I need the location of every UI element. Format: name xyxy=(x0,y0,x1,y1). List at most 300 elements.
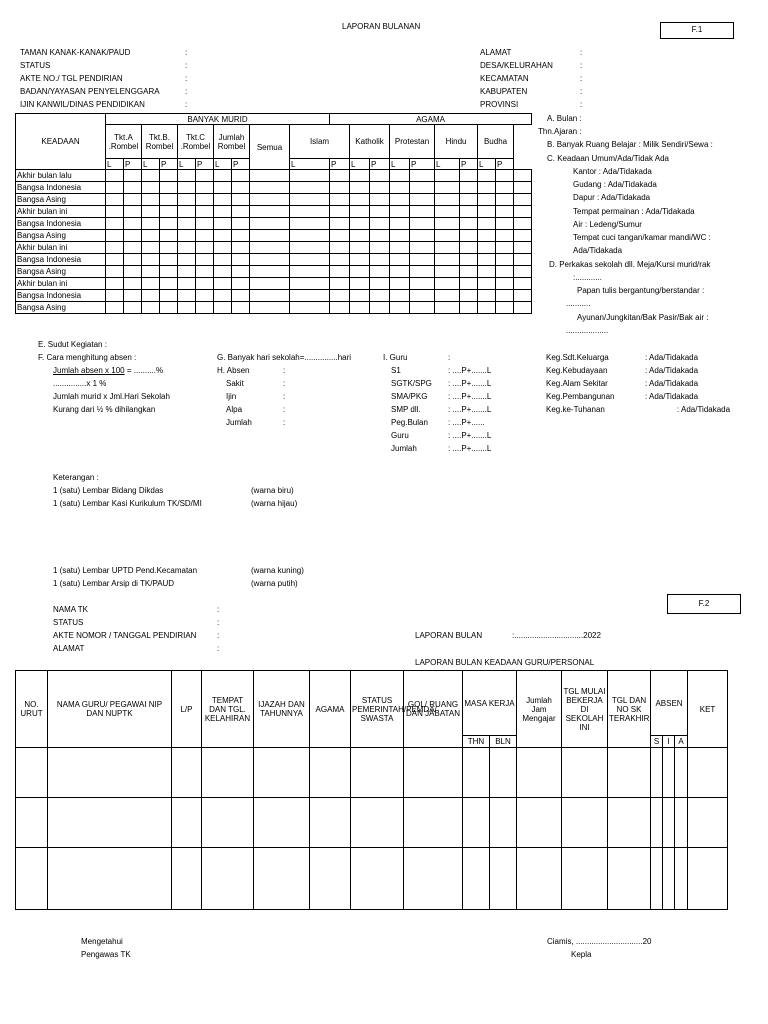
table-cell xyxy=(250,266,290,278)
col-murid-header: Tkt.A .Rombel xyxy=(106,125,142,159)
table-cell xyxy=(214,278,232,290)
table-cell xyxy=(370,182,390,194)
row-label: Akhir bulan ini xyxy=(16,242,106,254)
table-cell xyxy=(196,290,214,302)
kegiatan-value: : Ada/Tidakada xyxy=(645,353,699,362)
guru-item-label: Peg.Bulan xyxy=(391,418,428,427)
table-cell xyxy=(290,182,330,194)
table-cell xyxy=(390,266,410,278)
h-absen: H. Absen xyxy=(217,366,250,375)
table-cell xyxy=(196,278,214,290)
header-left-label: AKTE NO./ TGL PENDIRIAN xyxy=(20,74,123,83)
table-cell xyxy=(460,302,478,314)
table-cell xyxy=(370,218,390,230)
table-cell xyxy=(214,242,232,254)
table-cell xyxy=(410,242,435,254)
table-cell xyxy=(410,302,435,314)
table-cell xyxy=(410,278,435,290)
table-cell xyxy=(160,290,178,302)
f-formula-top: Jumlah absen x 100 xyxy=(53,366,125,375)
table-cell xyxy=(142,170,160,182)
table-cell xyxy=(250,290,290,302)
table-cell xyxy=(410,218,435,230)
table-cell xyxy=(214,182,232,194)
header-right-label: KECAMATAN xyxy=(480,74,529,83)
table-cell xyxy=(404,798,463,848)
table-cell xyxy=(124,206,142,218)
table-cell xyxy=(410,194,435,206)
f-heading: F. Cara menghitung absen : xyxy=(38,353,137,362)
table-cell xyxy=(460,290,478,302)
row-label: Akhir bulan ini xyxy=(16,206,106,218)
table-cell xyxy=(250,242,290,254)
table-cell xyxy=(330,218,350,230)
table-cell xyxy=(250,254,290,266)
table-row xyxy=(16,254,532,266)
table-cell xyxy=(106,194,124,206)
right-side-line: Kantor : Ada/Tidakada xyxy=(573,167,652,176)
table-cell xyxy=(460,278,478,290)
table-cell xyxy=(478,278,496,290)
table-cell xyxy=(142,194,160,206)
table-cell xyxy=(142,242,160,254)
table-cell xyxy=(390,230,410,242)
table-cell xyxy=(350,290,370,302)
table-cell xyxy=(214,206,232,218)
table-cell xyxy=(160,266,178,278)
table-cell xyxy=(514,254,532,266)
table-cell xyxy=(310,748,351,798)
header-left-colon: : xyxy=(185,74,188,83)
col-agama-header: Budha xyxy=(478,125,514,159)
table-cell xyxy=(330,302,350,314)
table-cell xyxy=(214,194,232,206)
table-cell xyxy=(330,194,350,206)
table-cell xyxy=(350,278,370,290)
table-cell xyxy=(490,748,517,798)
absen-item-colon: : xyxy=(283,405,286,414)
table-row xyxy=(16,278,532,290)
table-cell xyxy=(290,230,330,242)
row-label: Bangsa Asing xyxy=(16,266,106,278)
table-cell xyxy=(370,242,390,254)
col-bln: BLN xyxy=(490,736,517,748)
table-cell xyxy=(232,182,250,194)
table-cell xyxy=(514,290,532,302)
table-cell xyxy=(514,194,532,206)
keterangan-item: 1 (satu) Lembar Arsip di TK/PAUD xyxy=(53,579,175,588)
table-cell xyxy=(651,848,663,910)
sudut-kegiatan: E. Sudut Kegiatan : xyxy=(38,340,107,349)
table-cell xyxy=(663,748,675,798)
col-masa-kerja: MASA KERJA xyxy=(463,671,517,736)
table-cell xyxy=(232,206,250,218)
table-cell xyxy=(390,218,410,230)
h-absen-colon: : xyxy=(283,366,286,375)
header-right-label: PROVINSI xyxy=(480,100,519,109)
right-side-line: Ayunan/Jungkitan/Bak Pasir/Bak air : xyxy=(577,313,709,322)
table-cell xyxy=(178,194,196,206)
table-cell xyxy=(330,230,350,242)
right-side-line: Ada/Tidakada xyxy=(573,246,623,255)
table-cell xyxy=(160,230,178,242)
f-line4: Kurang dari ½ % dihilangkan xyxy=(53,405,156,414)
table-cell xyxy=(214,230,232,242)
table-cell xyxy=(106,218,124,230)
keterangan-item: 1 (satu) Lembar Bidang Dikdas xyxy=(53,486,164,495)
table-cell xyxy=(562,848,608,910)
table-cell xyxy=(404,748,463,798)
guru-item-value: : ....P+.......L xyxy=(448,405,492,414)
f2-header-colon: : xyxy=(217,644,220,653)
table-cell xyxy=(172,848,202,910)
table-cell xyxy=(390,302,410,314)
table-row xyxy=(16,748,728,798)
f2-header-label: AKTE NOMOR / TANGGAL PENDIRIAN xyxy=(53,631,197,640)
table-cell xyxy=(490,798,517,848)
ciamis-date: Ciamis, ..............................20 xyxy=(547,937,652,946)
table-cell xyxy=(172,798,202,848)
table-cell xyxy=(478,254,496,266)
table-cell xyxy=(232,170,250,182)
table-cell xyxy=(496,230,514,242)
table-cell xyxy=(232,194,250,206)
right-side-line: ........... xyxy=(566,299,591,308)
table-cell xyxy=(330,206,350,218)
guru-item-value: : ....P+...... xyxy=(448,418,485,427)
table-cell xyxy=(16,848,48,910)
row-label: Bangsa Indonesia xyxy=(16,218,106,230)
table-cell xyxy=(390,182,410,194)
table-cell xyxy=(124,254,142,266)
table-cell xyxy=(250,170,290,182)
table-cell xyxy=(463,748,490,798)
table-row xyxy=(16,302,532,314)
table-cell xyxy=(496,266,514,278)
table-cell xyxy=(124,218,142,230)
guru-item-value: : ....P+.......L xyxy=(448,392,492,401)
table-cell xyxy=(478,302,496,314)
guru-item-value: : ....P+.......L xyxy=(448,431,492,440)
table-cell xyxy=(160,194,178,206)
table-cell xyxy=(290,266,330,278)
table-cell xyxy=(350,302,370,314)
table-cell xyxy=(330,170,350,182)
table-cell xyxy=(330,242,350,254)
table-cell xyxy=(370,170,390,182)
table-row xyxy=(16,230,532,242)
table-cell xyxy=(290,242,330,254)
header-left-label: TAMAN KANAK-KANAK/PAUD xyxy=(20,48,131,57)
kegiatan-value: : Ada/Tidakada xyxy=(677,405,731,414)
table-cell xyxy=(330,266,350,278)
f2-header-colon: : xyxy=(217,631,220,640)
table-cell xyxy=(142,254,160,266)
table-cell xyxy=(460,206,478,218)
table-cell xyxy=(124,290,142,302)
absen-item-colon: : xyxy=(283,392,286,401)
right-side-line: Tempat cuci tangan/kamar mandi/WC : xyxy=(573,233,711,242)
table-cell xyxy=(390,254,410,266)
table-cell xyxy=(330,278,350,290)
table-cell xyxy=(350,266,370,278)
col-absen-s: S xyxy=(651,736,663,748)
table-cell xyxy=(478,266,496,278)
table-cell xyxy=(196,170,214,182)
table-cell xyxy=(232,302,250,314)
col-tgl-sk: TGL DAN NO SK TERAKHIR xyxy=(608,671,651,748)
col-p: P xyxy=(410,159,435,170)
col-gol-ruang: GOL/ RUANG DAN JABATAN xyxy=(404,671,463,748)
table-cell xyxy=(178,242,196,254)
col-l: L xyxy=(214,159,232,170)
kegiatan-label: Keg.Sdt.Keluarga xyxy=(546,353,609,362)
row-label: Bangsa Indonesia xyxy=(16,290,106,302)
table-cell xyxy=(370,194,390,206)
table-cell xyxy=(517,798,562,848)
col-agama-header: Islam xyxy=(290,125,350,159)
table-cell xyxy=(142,290,160,302)
col-ijazah: IJAZAH DAN TAHUNNYA xyxy=(254,671,310,748)
table-cell xyxy=(460,230,478,242)
col-p: P xyxy=(232,159,250,170)
right-side-line: Gudang : Ada/Tidakada xyxy=(573,180,657,189)
table-cell xyxy=(435,290,460,302)
keterangan-color: (warna biru) xyxy=(251,486,294,495)
header-right-colon: : xyxy=(580,61,583,70)
keterangan-item: 1 (satu) Lembar UPTD Pend.Kecamatan xyxy=(53,566,198,575)
table-cell xyxy=(250,218,290,230)
kegiatan-value: : Ada/Tidakada xyxy=(645,379,699,388)
table-cell xyxy=(514,278,532,290)
f2-header-label: STATUS xyxy=(53,618,84,627)
table-cell xyxy=(172,748,202,798)
header-right-colon: : xyxy=(580,74,583,83)
table-cell xyxy=(106,278,124,290)
col-l: L xyxy=(390,159,410,170)
page-title: LAPORAN BULANAN xyxy=(342,22,421,31)
table-cell xyxy=(496,194,514,206)
table-cell xyxy=(478,242,496,254)
table-cell xyxy=(478,182,496,194)
table-cell xyxy=(688,848,728,910)
table-cell xyxy=(496,302,514,314)
f-line2: ...............x 1 % xyxy=(53,379,107,388)
table-cell xyxy=(178,266,196,278)
table-cell xyxy=(106,290,124,302)
table-cell xyxy=(214,254,232,266)
table-cell xyxy=(250,206,290,218)
table-cell xyxy=(106,254,124,266)
table-cell xyxy=(310,798,351,848)
table-cell xyxy=(196,302,214,314)
table-cell xyxy=(16,798,48,848)
absen-item-label: Sakit xyxy=(226,379,244,388)
col-agama: AGAMA xyxy=(310,671,351,748)
absen-item-label: Jumlah xyxy=(226,418,252,427)
table-cell xyxy=(496,206,514,218)
table-row xyxy=(16,182,532,194)
table-cell xyxy=(160,218,178,230)
guru-item-value: : ....P+.......L xyxy=(448,366,492,375)
laporan-bulan-label: LAPORAN BULAN xyxy=(415,631,483,640)
table-cell xyxy=(124,170,142,182)
table-cell xyxy=(232,290,250,302)
header-left-label: IJIN KANWIL/DINAS PENDIDIKAN xyxy=(20,100,145,109)
table-cell xyxy=(651,798,663,848)
table-cell xyxy=(142,182,160,194)
table-cell xyxy=(330,254,350,266)
table-cell xyxy=(651,748,663,798)
table-cell xyxy=(106,302,124,314)
table-cell xyxy=(496,218,514,230)
table-cell xyxy=(514,230,532,242)
table-cell xyxy=(196,182,214,194)
table-cell xyxy=(370,206,390,218)
guru-item-label: SMA/PKG xyxy=(391,392,428,401)
table-cell xyxy=(478,194,496,206)
table-cell xyxy=(160,170,178,182)
table-cell xyxy=(178,302,196,314)
table-cell xyxy=(478,206,496,218)
table-cell xyxy=(435,206,460,218)
col-status: STATUS PEMERINTAH/PEMDA/ SWASTA xyxy=(351,671,404,748)
col-tempat-lahir: TEMPAT DAN TGL. KELAHIRAN xyxy=(202,671,254,748)
table-cell xyxy=(390,206,410,218)
table-cell xyxy=(350,218,370,230)
col-agama-header: Protestan xyxy=(390,125,435,159)
kegiatan-value: : Ada/Tidakada xyxy=(645,392,699,401)
table-cell xyxy=(214,290,232,302)
f2-header-colon: : xyxy=(217,618,220,627)
guru-item-value: : ....P+.......L xyxy=(448,379,492,388)
table-cell xyxy=(330,182,350,194)
col-murid-header: Tkt.C .Rombel xyxy=(178,125,214,159)
table-cell xyxy=(232,254,250,266)
teacher-table xyxy=(15,670,728,910)
form-code-f2: F.2 xyxy=(667,594,741,614)
table-cell xyxy=(290,290,330,302)
table-cell xyxy=(160,278,178,290)
table-cell xyxy=(250,230,290,242)
table-cell xyxy=(350,194,370,206)
table-cell xyxy=(142,266,160,278)
table-row xyxy=(16,206,532,218)
col-l: L xyxy=(350,159,370,170)
table-cell xyxy=(478,230,496,242)
table-cell xyxy=(390,194,410,206)
table-cell xyxy=(202,748,254,798)
col-l: L xyxy=(478,159,496,170)
row-label: Bangsa Asing xyxy=(16,230,106,242)
col-murid-header: Jumlah Rombel xyxy=(214,125,250,159)
row-label: Bangsa Indonesia xyxy=(16,182,106,194)
kegiatan-label: Keg.Pembangunan xyxy=(546,392,615,401)
col-l: L xyxy=(142,159,160,170)
header-right-colon: : xyxy=(580,87,583,96)
table-cell xyxy=(435,170,460,182)
right-side-line: C. Keadaan Umum/Ada/Tidak Ada xyxy=(547,154,669,163)
table-cell xyxy=(478,218,496,230)
kepla: Kepla xyxy=(571,950,592,959)
table-cell xyxy=(460,170,478,182)
table-cell xyxy=(232,230,250,242)
table-cell xyxy=(290,218,330,230)
col-thn: THN xyxy=(463,736,490,748)
row-label: Bangsa Indonesia xyxy=(16,254,106,266)
guru-item-label: Guru xyxy=(391,431,409,440)
table-cell xyxy=(160,182,178,194)
table-cell xyxy=(48,798,172,848)
table-cell xyxy=(514,206,532,218)
table-cell xyxy=(350,230,370,242)
table-row xyxy=(16,170,532,182)
table-cell xyxy=(178,218,196,230)
table-cell xyxy=(608,798,651,848)
form-code-f1: F.1 xyxy=(660,22,734,39)
table-cell xyxy=(350,182,370,194)
col-l: L xyxy=(435,159,460,170)
col-absen-a: A xyxy=(675,736,688,748)
table-cell xyxy=(370,254,390,266)
table-cell xyxy=(435,218,460,230)
table-cell xyxy=(350,254,370,266)
table-cell xyxy=(290,194,330,206)
table-cell xyxy=(48,748,172,798)
col-p: P xyxy=(370,159,390,170)
table-cell xyxy=(142,230,160,242)
col-agama-header: Katholik xyxy=(350,125,390,159)
table-cell xyxy=(142,206,160,218)
kegiatan-value: : Ada/Tidakada xyxy=(645,366,699,375)
absen-item-label: Alpa xyxy=(226,405,243,414)
table-cell xyxy=(675,748,688,798)
col-agama-header: Hindu xyxy=(435,125,478,159)
right-side-line: A. Bulan : xyxy=(547,114,582,123)
table-cell xyxy=(460,266,478,278)
table-row xyxy=(16,194,532,206)
table-cell xyxy=(370,302,390,314)
table-cell xyxy=(463,798,490,848)
table-cell xyxy=(675,848,688,910)
table-cell xyxy=(514,182,532,194)
table-cell xyxy=(254,748,310,798)
table-cell xyxy=(350,170,370,182)
table-cell xyxy=(124,278,142,290)
table-cell xyxy=(196,194,214,206)
table-cell xyxy=(496,290,514,302)
header-right-colon: : xyxy=(580,100,583,109)
table-cell xyxy=(196,242,214,254)
col-nama-guru: NAMA GURU/ PEGAWAI NIP DAN NUPTK xyxy=(48,671,172,748)
table-cell xyxy=(254,848,310,910)
table-cell xyxy=(160,242,178,254)
table-cell xyxy=(410,170,435,182)
table-cell xyxy=(460,242,478,254)
table-cell xyxy=(196,218,214,230)
table-row xyxy=(16,242,532,254)
table-cell xyxy=(435,278,460,290)
table-cell xyxy=(124,242,142,254)
table-cell xyxy=(435,182,460,194)
col-semua-header: Semua xyxy=(250,125,290,170)
table-cell xyxy=(496,242,514,254)
table-cell xyxy=(142,218,160,230)
table-row xyxy=(16,218,532,230)
right-side-line: D. Perkakas sekolah dll. Meja/Kursi murid/rak xyxy=(549,260,711,269)
table-cell xyxy=(478,170,496,182)
table-cell xyxy=(250,302,290,314)
